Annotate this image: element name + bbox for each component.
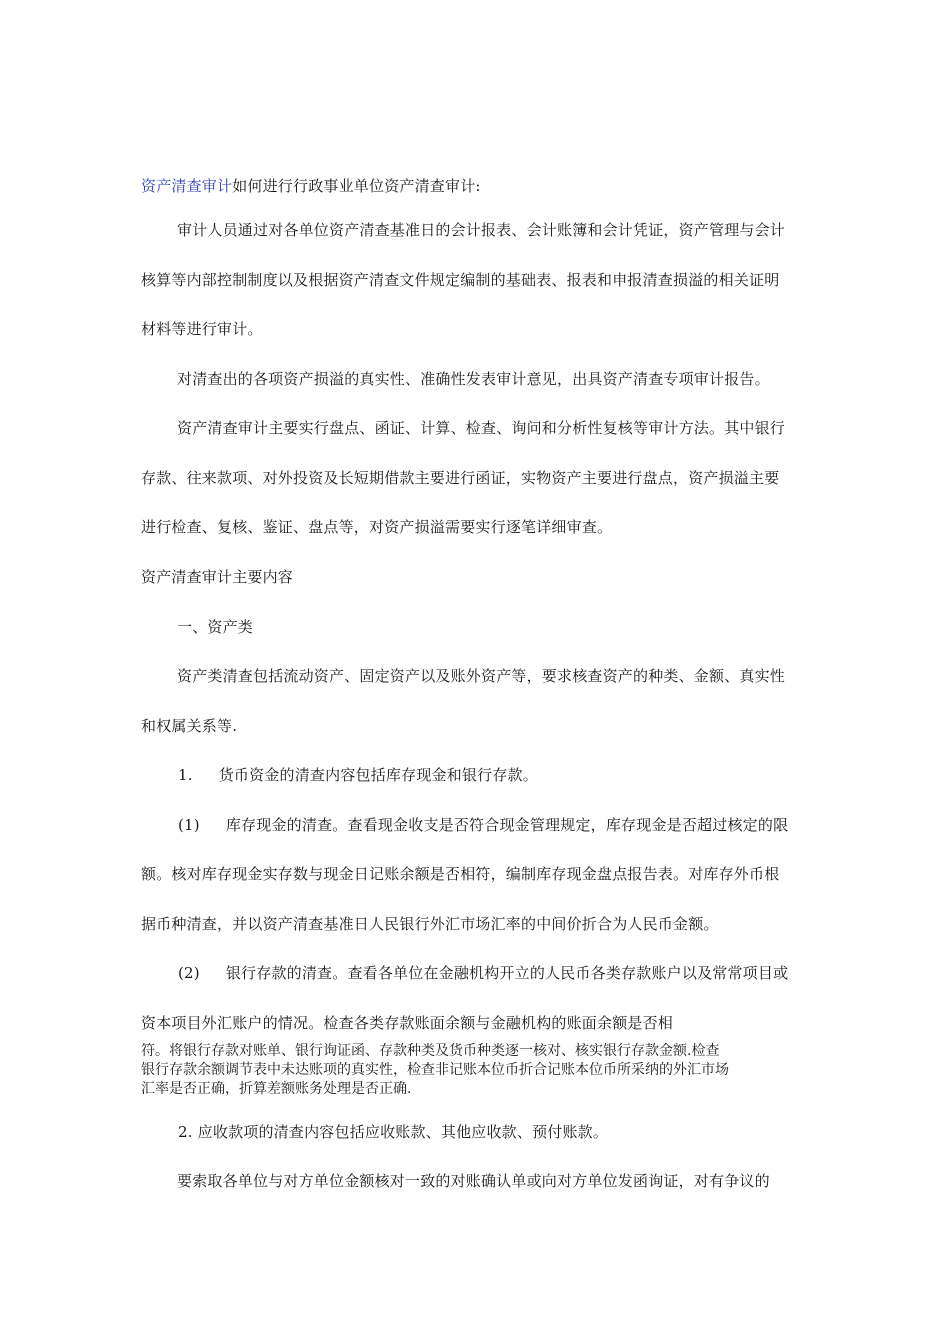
list-item	[178, 765, 858, 785]
paragraph-line: 资产清查审计主要实行盘点、函证、计算、检查、询问和分析性复核等审计方法。其中银行	[177, 419, 786, 437]
section-heading: 资产清查审计主要内容	[141, 568, 294, 586]
paragraph-line: 汇率是否正确，折算差额账务处理是否正确.	[141, 1081, 412, 1097]
list-item	[178, 963, 858, 983]
list-number: 1.	[178, 766, 193, 784]
paragraph-line: 对清查出的各项资产损溢的真实性、准确性发表审计意见，出具资产清查专项审计报告。	[177, 370, 770, 388]
paragraph-line: 要索取各单位与对方单位金额核对一致的对账确认单或向对方单位发函询证，对有争议的	[177, 1172, 770, 1190]
paragraph-line: 材料等进行审计。	[141, 320, 263, 338]
paragraph-line: 审计人员通过对各单位资产清查基准日的会计报表、会计账簿和会计凭证，资产管理与会计	[177, 221, 786, 239]
paragraph-line: 额。核对库存现金实存数与现金日记账余额是否相符，编制库存现金盘点报告表。对库存外币根	[141, 865, 780, 883]
list-item: 2. 应收款项的清查内容包括应收账款、其他应收款、预付账款。	[178, 1123, 609, 1141]
paragraph-line: 核算等内部控制制度以及根据资产清查文件规定编制的基础表、报表和申报清查损溢的相关证明	[141, 271, 780, 289]
list-text: 银行存款的清查。查看各单位在金融机构开立的人民币各类存款账户以及常常项目或	[225, 964, 789, 982]
paragraph-line: 进行检查、复核、鉴证、盘点等，对资产损溢需要实行逐笔详细审查。	[141, 518, 613, 536]
paragraph-line: 和权属关系等.	[141, 717, 238, 735]
sub-heading: 一、资产类	[177, 618, 254, 636]
list-text: 库存现金的清查。查看现金收支是否符合现金管理规定，库存现金是否超过核定的限	[225, 816, 789, 834]
paragraph-line: 资产类清查包括流动资产、固定资产以及账外资产等，要求核查资产的种类、金额、真实性	[177, 667, 786, 685]
list-item	[178, 815, 858, 835]
document-title	[141, 176, 821, 196]
paragraph-line: 银行存款余额调节表中未达账项的真实性，检查非记账本位币折合记账本位币所采纳的外汇市场	[141, 1062, 729, 1078]
paragraph-line: 据币种清查，并以资产清查基准日人民银行外汇市场汇率的中间价折合为人民币金额。	[141, 915, 719, 933]
title-link[interactable]: 资产清查审计	[141, 177, 233, 195]
list-number: (2)	[178, 964, 200, 982]
paragraph-line: 资本项目外汇账户的情况。检查各类存款账面余额与金融机构的账面余额是否相	[141, 1014, 674, 1032]
paragraph-line: 符。将银行存款对账单、银行询证函、存款种类及货币种类逐一核对、核实银行存款金额.检查	[141, 1043, 720, 1059]
paragraph-line: 存款、往来款项、对外投资及长短期借款主要进行函证，实物资产主要进行盘点，资产损溢主要	[141, 469, 780, 487]
list-number: (1)	[178, 816, 200, 834]
list-text: 货币资金的清查内容包括库存现金和银行存款。	[218, 766, 538, 784]
title-text: 如何进行行政事业单位资产清查审计:	[232, 177, 481, 195]
